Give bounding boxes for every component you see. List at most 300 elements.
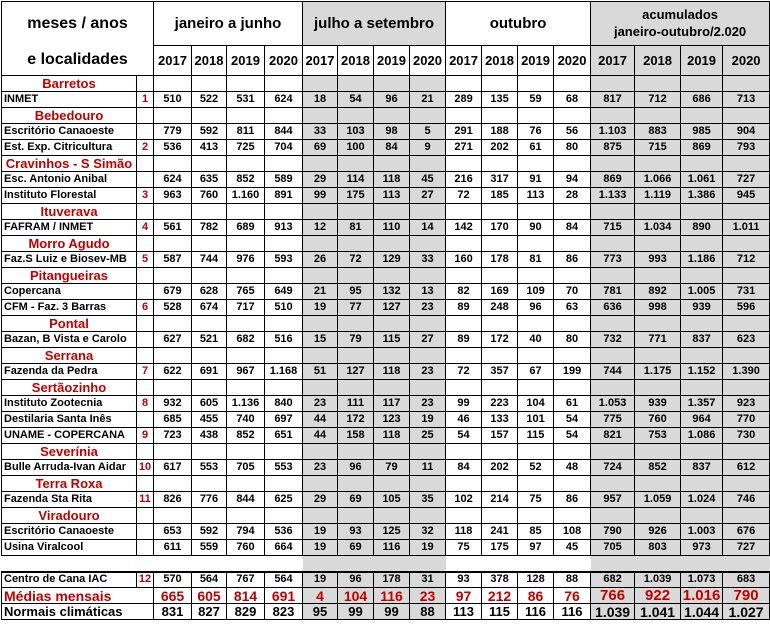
jan_jun-value: 605 xyxy=(192,588,227,604)
out-value: 202 xyxy=(482,460,518,476)
acc-value: 883 xyxy=(635,124,681,140)
out-value: 199 xyxy=(554,364,591,380)
jul_set-value: 33 xyxy=(410,252,446,268)
acc-value: 612 xyxy=(723,460,770,476)
table-body xyxy=(2,76,770,620)
out-value: 188 xyxy=(482,124,518,140)
jan_jun-value: 627 xyxy=(154,332,192,348)
empty-cell xyxy=(482,444,518,460)
acc-value: 904 xyxy=(723,124,770,140)
empty-cell xyxy=(554,156,591,172)
out-value: 68 xyxy=(554,92,591,108)
jul_set-value: 26 xyxy=(303,252,338,268)
empty-cell xyxy=(265,380,303,396)
acc-value: 686 xyxy=(681,92,723,108)
empty-cell xyxy=(154,380,192,396)
out-value: 45 xyxy=(554,540,591,556)
out-value: 101 xyxy=(518,412,554,428)
empty-cell xyxy=(338,348,374,364)
acc-value: 1.073 xyxy=(681,572,723,588)
station-ref-number: 8 xyxy=(137,396,154,412)
out-value: 76 xyxy=(518,124,554,140)
year-header: 2018 xyxy=(635,46,681,76)
empty-cell xyxy=(681,444,723,460)
out-value: 133 xyxy=(482,412,518,428)
separator-cell xyxy=(227,556,265,572)
empty-cell xyxy=(591,204,635,220)
ref-cell xyxy=(137,236,154,252)
empty-cell xyxy=(192,348,227,364)
jan_jun-value: 570 xyxy=(154,572,192,588)
year-header: 2018 xyxy=(192,46,227,76)
jul_set-value: 105 xyxy=(374,492,410,508)
ref-cell xyxy=(137,108,154,124)
jan_jun-value: 649 xyxy=(265,284,303,300)
empty-cell xyxy=(338,156,374,172)
empty-cell xyxy=(518,236,554,252)
empty-cell xyxy=(591,348,635,364)
out-value: 46 xyxy=(446,412,482,428)
empty-cell xyxy=(192,316,227,332)
station-ref-number: 1 xyxy=(137,92,154,108)
empty-cell xyxy=(723,508,770,524)
empty-cell xyxy=(591,236,635,252)
ref-cell xyxy=(137,508,154,524)
acc-value: 773 xyxy=(591,252,635,268)
station-row xyxy=(2,252,770,268)
jan_jun-value: 717 xyxy=(227,300,265,316)
empty-cell xyxy=(681,76,723,92)
acc-value: 744 xyxy=(591,364,635,380)
empty-cell xyxy=(591,76,635,92)
empty-cell xyxy=(681,204,723,220)
jul_set-value: 178 xyxy=(374,572,410,588)
acc-value: 712 xyxy=(635,92,681,108)
separator-cell xyxy=(192,556,227,572)
empty-cell xyxy=(227,204,265,220)
empty-cell xyxy=(374,444,410,460)
out-value: 109 xyxy=(518,284,554,300)
station-row xyxy=(2,524,770,540)
year-header: 2018 xyxy=(338,46,374,76)
jul_set-value: 111 xyxy=(338,396,374,412)
jan_jun-value: 767 xyxy=(227,572,265,588)
empty-cell xyxy=(554,236,591,252)
jan_jun-value: 553 xyxy=(265,460,303,476)
jan_jun-value: 704 xyxy=(265,140,303,156)
empty-cell xyxy=(482,268,518,284)
acc-value: 922 xyxy=(635,588,681,604)
jan_jun-value: 531 xyxy=(227,92,265,108)
jul_set-value: 25 xyxy=(410,428,446,444)
jul_set-value: 116 xyxy=(374,540,410,556)
acc-value: 1.027 xyxy=(723,604,770,620)
empty-cell xyxy=(554,316,591,332)
jul_set-value: 21 xyxy=(410,92,446,108)
station-row xyxy=(2,428,770,444)
empty-cell xyxy=(154,108,192,124)
empty-cell xyxy=(446,348,482,364)
region-row xyxy=(2,204,770,220)
empty-cell xyxy=(374,348,410,364)
empty-cell xyxy=(554,76,591,92)
acc-value: 1.086 xyxy=(681,428,723,444)
region-name: Pontal xyxy=(2,316,137,332)
empty-cell xyxy=(265,348,303,364)
empty-cell xyxy=(482,108,518,124)
empty-cell xyxy=(374,236,410,252)
jan_jun-value: 510 xyxy=(265,300,303,316)
empty-cell xyxy=(681,380,723,396)
jan_jun-value: 814 xyxy=(227,588,265,604)
empty-cell xyxy=(227,268,265,284)
out-value: 70 xyxy=(554,284,591,300)
separator-cell xyxy=(681,556,723,572)
empty-cell xyxy=(635,76,681,92)
empty-cell xyxy=(723,380,770,396)
jul_set-value: 27 xyxy=(410,188,446,204)
separator-cell xyxy=(338,556,374,572)
station-ref-number: 11 xyxy=(137,492,154,508)
station-ref-number xyxy=(137,124,154,140)
empty-cell xyxy=(518,316,554,332)
jan_jun-value: 685 xyxy=(154,412,192,428)
jul_set-value: 69 xyxy=(338,540,374,556)
empty-cell xyxy=(635,108,681,124)
jul_set-value: 44 xyxy=(303,428,338,444)
empty-cell xyxy=(446,476,482,492)
jan_jun-value: 605 xyxy=(192,396,227,412)
empty-cell xyxy=(723,348,770,364)
empty-cell xyxy=(482,380,518,396)
year-header: 2020 xyxy=(265,46,303,76)
station-ref-number: 10 xyxy=(137,460,154,476)
out-value: 84 xyxy=(554,220,591,236)
jul_set-value: 5 xyxy=(410,124,446,140)
year-header: 2020 xyxy=(554,46,591,76)
header-outubro: outubro xyxy=(446,2,591,46)
header-localidades-line2: e localidades xyxy=(2,46,154,76)
station-ref-number: 4 xyxy=(137,220,154,236)
year-header: 2019 xyxy=(227,46,265,76)
jul_set-value: 118 xyxy=(374,364,410,380)
jan_jun-value: 611 xyxy=(154,540,192,556)
out-value: 40 xyxy=(518,332,554,348)
station-row xyxy=(2,492,770,508)
empty-cell xyxy=(338,204,374,220)
station-ref-number xyxy=(137,540,154,556)
jul_set-value: 21 xyxy=(303,284,338,300)
region-name: Sertãozinho xyxy=(2,380,137,396)
region-row xyxy=(2,76,770,92)
empty-cell xyxy=(591,316,635,332)
jan_jun-value: 559 xyxy=(192,540,227,556)
out-value: 61 xyxy=(554,396,591,412)
empty-cell xyxy=(265,316,303,332)
empty-cell xyxy=(303,236,338,252)
jan_jun-value: 438 xyxy=(192,428,227,444)
region-name: Morro Agudo xyxy=(2,236,137,252)
jul_set-value: 125 xyxy=(374,524,410,540)
jan_jun-value: 765 xyxy=(227,284,265,300)
acc-value: 939 xyxy=(681,300,723,316)
acc-value: 1.175 xyxy=(635,364,681,380)
acc-value: 727 xyxy=(723,172,770,188)
ref-cell xyxy=(137,444,154,460)
empty-cell xyxy=(265,476,303,492)
station-ref-number: 7 xyxy=(137,364,154,380)
jan_jun-value: 624 xyxy=(154,172,192,188)
station-name: CFM - Faz. 3 Barras xyxy=(2,300,137,316)
jan_jun-value: 967 xyxy=(227,364,265,380)
out-value: 160 xyxy=(446,252,482,268)
empty-cell xyxy=(154,316,192,332)
jan_jun-value: 829 xyxy=(227,604,265,620)
acc-value: 790 xyxy=(723,588,770,604)
separator-cell xyxy=(723,556,770,572)
jan_jun-value: 674 xyxy=(192,300,227,316)
empty-cell xyxy=(227,508,265,524)
acc-value: 1.103 xyxy=(591,124,635,140)
empty-cell xyxy=(192,476,227,492)
acc-value: 732 xyxy=(591,332,635,348)
jan_jun-value: 664 xyxy=(265,540,303,556)
empty-cell xyxy=(303,444,338,460)
empty-cell xyxy=(518,348,554,364)
out-value: 291 xyxy=(446,124,482,140)
acc-value: 998 xyxy=(635,300,681,316)
acc-value: 837 xyxy=(681,332,723,348)
station-row xyxy=(2,460,770,476)
empty-cell xyxy=(338,380,374,396)
acc-value: 1.390 xyxy=(723,364,770,380)
empty-cell xyxy=(338,476,374,492)
out-value: 72 xyxy=(446,188,482,204)
acc-value: 770 xyxy=(723,412,770,428)
jul_set-value: 9 xyxy=(410,140,446,156)
jan_jun-value: 665 xyxy=(154,588,192,604)
jan_jun-value: 593 xyxy=(265,252,303,268)
year-header: 2017 xyxy=(591,46,635,76)
jul_set-value: 29 xyxy=(303,172,338,188)
ref-cell xyxy=(137,76,154,92)
year-header: 2017 xyxy=(154,46,192,76)
jul_set-value: 79 xyxy=(338,332,374,348)
region-name: Cravinhos - S Simão xyxy=(2,156,137,172)
out-value: 96 xyxy=(518,300,554,316)
acc-value: 1.119 xyxy=(635,188,681,204)
station-row xyxy=(2,220,770,236)
jul_set-value: 93 xyxy=(338,524,374,540)
station-ref-number xyxy=(137,284,154,300)
empty-cell xyxy=(192,108,227,124)
jul_set-value: 158 xyxy=(338,428,374,444)
jan_jun-value: 844 xyxy=(265,124,303,140)
station-name: Instituto Zootecnia xyxy=(2,396,137,412)
acc-value: 676 xyxy=(723,524,770,540)
acc-value: 712 xyxy=(723,252,770,268)
out-value: 93 xyxy=(446,572,482,588)
jul_set-value: 81 xyxy=(338,220,374,236)
jul_set-value: 96 xyxy=(338,572,374,588)
empty-cell xyxy=(482,348,518,364)
empty-cell xyxy=(681,508,723,524)
out-value: 90 xyxy=(518,220,554,236)
region-name: Serrana xyxy=(2,348,137,364)
jan_jun-value: 561 xyxy=(154,220,192,236)
acc-value: 682 xyxy=(591,572,635,588)
jan_jun-value: 516 xyxy=(265,332,303,348)
empty-cell xyxy=(518,380,554,396)
empty-cell xyxy=(227,316,265,332)
out-value: 214 xyxy=(482,492,518,508)
empty-cell xyxy=(635,268,681,284)
separator-cell xyxy=(554,556,591,572)
station-ref-number: 6 xyxy=(137,300,154,316)
jul_set-value: 19 xyxy=(303,572,338,588)
ref-cell xyxy=(137,348,154,364)
empty-cell xyxy=(446,76,482,92)
out-value: 76 xyxy=(554,588,591,604)
empty-cell xyxy=(554,204,591,220)
out-value: 135 xyxy=(482,92,518,108)
empty-cell xyxy=(303,348,338,364)
empty-cell xyxy=(635,316,681,332)
out-value: 52 xyxy=(518,460,554,476)
acc-value: 869 xyxy=(681,140,723,156)
jul_set-value: 29 xyxy=(303,492,338,508)
empty-cell xyxy=(554,268,591,284)
empty-cell xyxy=(410,76,446,92)
empty-cell xyxy=(192,236,227,252)
jan_jun-value: 840 xyxy=(265,396,303,412)
separator-cell xyxy=(265,556,303,572)
station-name: Fazenda da Pedra xyxy=(2,364,137,380)
empty-cell xyxy=(154,508,192,524)
acc-value: 623 xyxy=(723,332,770,348)
year-header: 2020 xyxy=(410,46,446,76)
station-name: Centro de Cana IAC xyxy=(2,572,137,588)
empty-cell xyxy=(410,204,446,220)
empty-cell xyxy=(518,508,554,524)
out-value: 89 xyxy=(446,332,482,348)
empty-cell xyxy=(303,156,338,172)
jul_set-value: 110 xyxy=(374,220,410,236)
jul_set-value: 45 xyxy=(410,172,446,188)
empty-cell xyxy=(554,508,591,524)
out-value: 94 xyxy=(554,172,591,188)
empty-cell xyxy=(227,236,265,252)
region-name: Pitangueiras xyxy=(2,268,137,284)
station-row xyxy=(2,412,770,428)
out-value: 241 xyxy=(482,524,518,540)
empty-cell xyxy=(635,476,681,492)
station-name: Escritório Canaoeste xyxy=(2,524,137,540)
jul_set-value: 4 xyxy=(303,588,338,604)
jan_jun-value: 564 xyxy=(192,572,227,588)
jul_set-value: 69 xyxy=(338,492,374,508)
acc-value: 781 xyxy=(591,284,635,300)
station-row xyxy=(2,92,770,108)
jul_set-value: 99 xyxy=(374,604,410,620)
station-row xyxy=(2,300,770,316)
jan_jun-value: 617 xyxy=(154,460,192,476)
out-value: 99 xyxy=(446,396,482,412)
station-row xyxy=(2,396,770,412)
acc-value: 1.039 xyxy=(635,572,681,588)
out-value: 59 xyxy=(518,92,554,108)
empty-cell xyxy=(410,236,446,252)
empty-cell xyxy=(154,156,192,172)
station-name: Faz.S Luiz e Biosev-MB xyxy=(2,252,137,268)
acc-value: 790 xyxy=(591,524,635,540)
acc-value: 771 xyxy=(635,332,681,348)
empty-cell xyxy=(723,156,770,172)
jan_jun-value: 811 xyxy=(227,124,265,140)
station-name: INMET xyxy=(2,92,137,108)
acc-value: 705 xyxy=(591,540,635,556)
empty-cell xyxy=(265,156,303,172)
acc-value: 760 xyxy=(635,412,681,428)
jul_set-value: 175 xyxy=(338,188,374,204)
empty-cell xyxy=(446,156,482,172)
out-value: 28 xyxy=(554,188,591,204)
separator-cell xyxy=(635,556,681,572)
jul_set-value: 44 xyxy=(303,412,338,428)
out-value: 75 xyxy=(518,492,554,508)
year-header: 2018 xyxy=(482,46,518,76)
empty-cell xyxy=(591,476,635,492)
acc-value: 852 xyxy=(635,460,681,476)
empty-cell xyxy=(265,444,303,460)
empty-cell xyxy=(227,76,265,92)
separator-cell xyxy=(2,556,137,572)
jan_jun-value: 689 xyxy=(227,220,265,236)
acc-value: 892 xyxy=(635,284,681,300)
out-value: 88 xyxy=(554,572,591,588)
jan_jun-value: 852 xyxy=(227,172,265,188)
empty-cell xyxy=(681,316,723,332)
empty-cell xyxy=(554,380,591,396)
out-value: 378 xyxy=(482,572,518,588)
empty-cell xyxy=(482,508,518,524)
empty-cell xyxy=(591,156,635,172)
out-value: 89 xyxy=(446,300,482,316)
jul_set-value: 95 xyxy=(303,604,338,620)
year-header: 2020 xyxy=(723,46,770,76)
acc-value: 939 xyxy=(635,396,681,412)
region-row xyxy=(2,444,770,460)
jul_set-value: 113 xyxy=(374,188,410,204)
header-acumulados xyxy=(591,2,770,46)
jul_set-value: 23 xyxy=(303,460,338,476)
region-name: Severínia xyxy=(2,444,137,460)
empty-cell xyxy=(723,204,770,220)
acc-value: 1.034 xyxy=(635,220,681,236)
empty-cell xyxy=(154,236,192,252)
separator-cell xyxy=(482,556,518,572)
out-value: 86 xyxy=(518,588,554,604)
acc-value: 1.024 xyxy=(681,492,723,508)
jul_set-value: 104 xyxy=(338,588,374,604)
jul_set-value: 115 xyxy=(374,332,410,348)
out-value: 212 xyxy=(482,588,518,604)
empty-cell xyxy=(635,508,681,524)
out-value: 317 xyxy=(482,172,518,188)
out-value: 185 xyxy=(482,188,518,204)
empty-cell xyxy=(374,108,410,124)
jan_jun-value: 651 xyxy=(265,428,303,444)
